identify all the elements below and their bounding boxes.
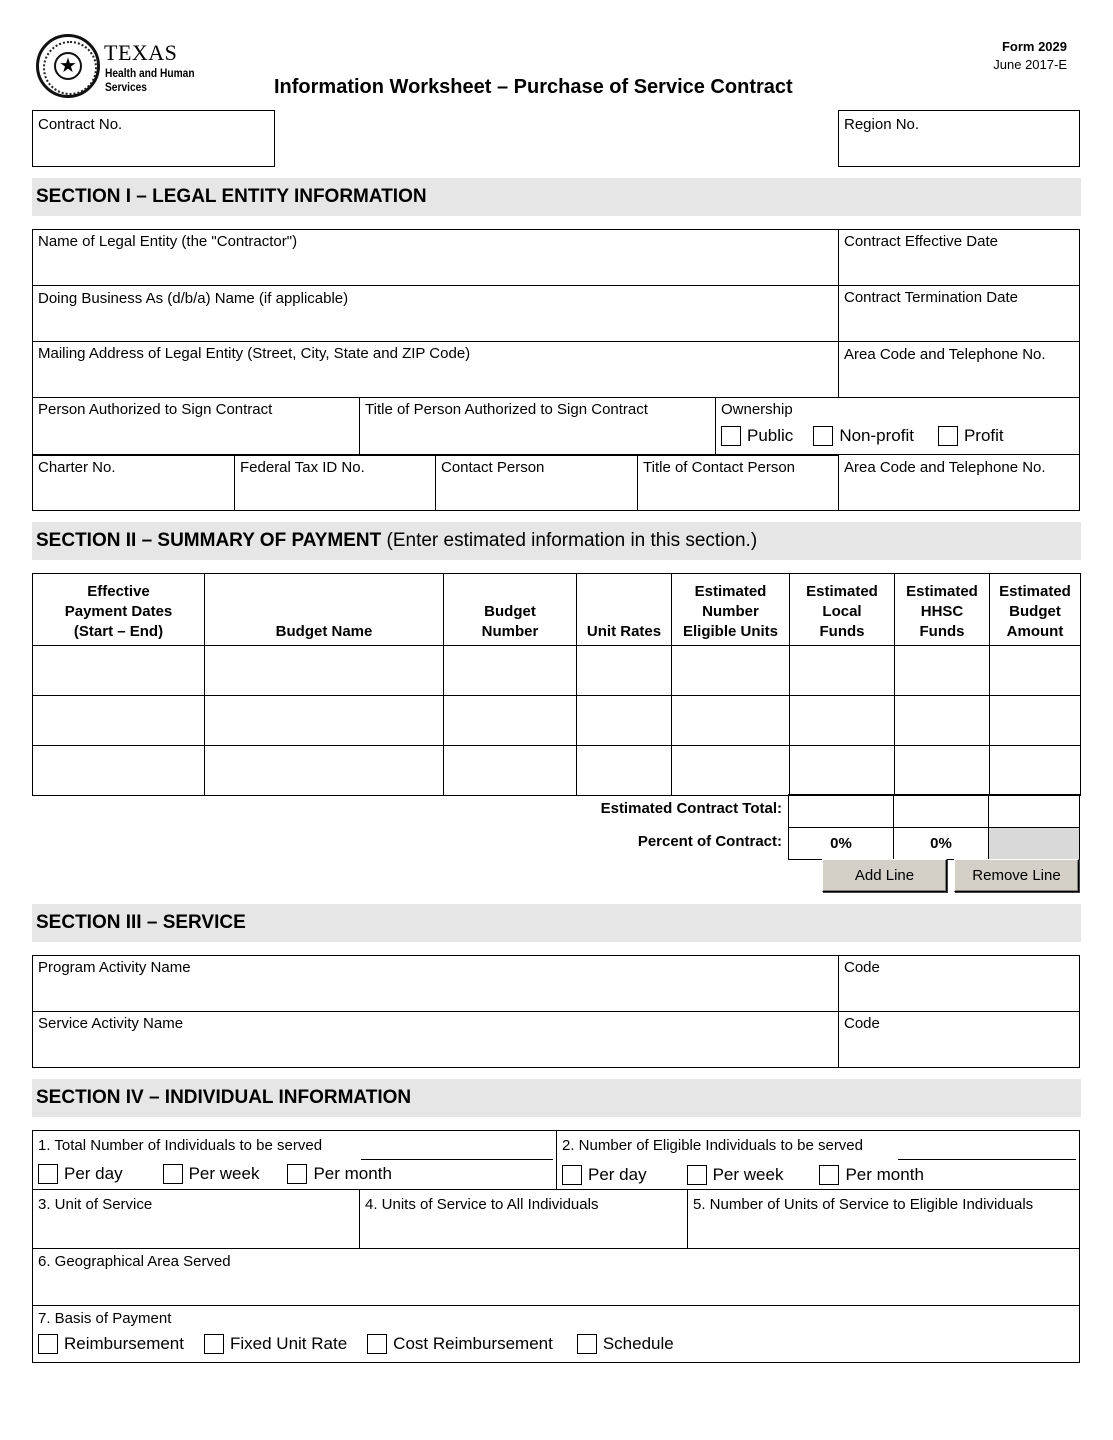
phone-field-1[interactable] [838, 341, 1080, 398]
q1-per-month-option[interactable]: Per month [287, 1164, 391, 1184]
ownership-nonprofit-option[interactable]: Non-profit [813, 426, 914, 446]
table-cell[interactable] [444, 696, 577, 746]
contract-no-label: Contract No. [38, 116, 123, 133]
table-cell[interactable] [895, 646, 990, 696]
q1-frequency-options [38, 1164, 392, 1184]
phone-label-1: Area Code and Telephone No. [844, 346, 1046, 363]
legal-entity-name-label: Name of Legal Entity (the "Contractor") [38, 233, 298, 250]
basis-schedule-option[interactable]: Schedule [577, 1334, 674, 1354]
service-activity-name-label: Service Activity Name [38, 1015, 184, 1032]
contract-total-label: Estimated Contract Total: [600, 800, 782, 817]
total-budget-amount[interactable] [988, 794, 1080, 828]
table-cell[interactable] [205, 696, 444, 746]
basis-options [38, 1334, 674, 1354]
remove-line-button[interactable]: Remove Line [954, 859, 1079, 892]
federal-tax-id-field[interactable] [234, 454, 436, 511]
ownership-profit-option[interactable]: Profit [938, 426, 1004, 446]
q1-per-week-checkbox[interactable] [163, 1164, 183, 1184]
table-row [33, 646, 1081, 696]
basis-fixed-unit-rate-option[interactable]: Fixed Unit Rate [204, 1334, 347, 1354]
texas-hhs-logo [36, 34, 216, 100]
q2-label: 2. Number of Eligible Individuals to be served [562, 1137, 863, 1154]
texas-star-seal-icon: ★ [36, 34, 100, 98]
q7-label: 7. Basis of Payment [38, 1310, 172, 1327]
table-cell[interactable] [205, 746, 444, 796]
contract-effective-date-field[interactable] [838, 229, 1080, 286]
payment-table [32, 573, 1081, 796]
ownership-options [721, 426, 1004, 446]
cost-reimbursement-checkbox[interactable] [367, 1334, 387, 1354]
table-cell[interactable] [672, 646, 790, 696]
person-authorized-field[interactable] [32, 397, 360, 455]
table-cell[interactable] [577, 746, 672, 796]
legal-entity-name-field[interactable] [32, 229, 839, 286]
q4-label: 4. Units of Service to All Individuals [365, 1196, 599, 1213]
col-effective-dates: Effective Payment Dates (Start – End) [33, 574, 205, 646]
page-title: Information Worksheet – Purchase of Service Contract [274, 76, 793, 98]
table-cell[interactable] [33, 696, 205, 746]
percent-budget-disabled [988, 827, 1080, 860]
col-budget-number: Budget Number [444, 574, 577, 646]
table-cell[interactable] [990, 646, 1081, 696]
title-person-authorized-field[interactable] [359, 397, 716, 455]
section2-subtitle: (Enter estimated information in this section.) [386, 530, 758, 551]
q1-per-day-checkbox[interactable] [38, 1164, 58, 1184]
q7-basis-of-payment-group [32, 1305, 1080, 1363]
reimbursement-checkbox[interactable] [38, 1334, 58, 1354]
table-cell[interactable] [895, 746, 990, 796]
person-authorized-label: Person Authorized to Sign Contract [38, 401, 273, 418]
table-cell[interactable] [577, 646, 672, 696]
table-cell[interactable] [790, 646, 895, 696]
table-row [33, 746, 1081, 796]
total-hhsc-funds[interactable] [893, 794, 989, 828]
service-code-label: Code [844, 1015, 880, 1032]
logo-hhs-text: Health and Human Services [105, 66, 195, 94]
table-row [33, 696, 1081, 746]
table-cell[interactable] [990, 746, 1081, 796]
schedule-checkbox[interactable] [577, 1334, 597, 1354]
table-cell[interactable] [672, 696, 790, 746]
q2-per-month-checkbox[interactable] [819, 1165, 839, 1185]
contract-effective-date-label: Contract Effective Date [844, 233, 998, 250]
nonprofit-checkbox[interactable] [813, 426, 833, 446]
table-cell[interactable] [33, 646, 205, 696]
total-local-funds[interactable] [788, 794, 894, 828]
col-unit-rates: Unit Rates [577, 574, 672, 646]
table-cell[interactable] [672, 746, 790, 796]
col-eligible-units: Estimated Number Eligible Units [672, 574, 790, 646]
table-cell[interactable] [790, 696, 895, 746]
service-activity-name-field[interactable] [32, 1011, 839, 1068]
fixed-unit-rate-checkbox[interactable] [204, 1334, 224, 1354]
percent-contract-label: Percent of Contract: [637, 833, 782, 850]
service-code-field[interactable] [838, 1011, 1080, 1068]
col-budget-amount: Estimated Budget Amount [990, 574, 1081, 646]
region-no-field[interactable] [838, 110, 1080, 167]
q2-per-week-checkbox[interactable] [687, 1165, 707, 1185]
federal-tax-id-label: Federal Tax ID No. [240, 459, 365, 476]
section3-header: SECTION III – SERVICE [32, 904, 1081, 942]
q1-group [32, 1130, 557, 1190]
ownership-label: Ownership [721, 401, 793, 418]
mailing-address-field[interactable] [32, 341, 839, 398]
table-cell[interactable] [895, 696, 990, 746]
logo-texas-text: TEXAS [104, 40, 178, 65]
contract-no-field[interactable] [32, 110, 275, 167]
section1-header: SECTION I – LEGAL ENTITY INFORMATION [32, 178, 1081, 216]
table-cell[interactable] [990, 696, 1081, 746]
title-person-authorized-label: Title of Person Authorized to Sign Contract [365, 401, 648, 418]
q1-per-month-checkbox[interactable] [287, 1164, 307, 1184]
ownership-group [715, 397, 1080, 455]
add-line-button[interactable]: Add Line [822, 859, 947, 892]
table-cell[interactable] [205, 646, 444, 696]
col-budget-name: Budget Name [205, 574, 444, 646]
q2-group [556, 1130, 1080, 1190]
q2-per-day-option[interactable]: Per day [562, 1165, 647, 1185]
section2-header: SECTION II – SUMMARY OF PAYMENT (Enter estimated information in this section.) [32, 522, 1081, 560]
public-checkbox[interactable] [721, 426, 741, 446]
title-contact-person-field[interactable] [637, 454, 839, 511]
table-cell[interactable] [577, 696, 672, 746]
section4-header: SECTION IV – INDIVIDUAL INFORMATION [32, 1079, 1081, 1117]
table-cell[interactable] [33, 746, 205, 796]
ownership-public-option[interactable]: Public [721, 426, 793, 446]
charter-no-field[interactable] [32, 454, 235, 511]
q1-input[interactable] [361, 1143, 553, 1160]
dba-name-label: Doing Business As (d/b/a) Name (if applicable) [38, 290, 349, 307]
q3-label: 3. Unit of Service [38, 1196, 153, 1213]
q2-per-week-option[interactable]: Per week [687, 1165, 784, 1185]
contract-termination-date-label: Contract Termination Date [844, 289, 1018, 306]
col-local-funds: Estimated Local Funds [790, 574, 895, 646]
program-code-field[interactable] [838, 955, 1080, 1012]
program-code-label: Code [844, 959, 880, 976]
dba-name-field[interactable] [32, 285, 839, 342]
q5-label: 5. Number of Units of Service to Eligible Individuals [693, 1196, 1034, 1213]
q2-per-day-checkbox[interactable] [562, 1165, 582, 1185]
col-hhsc-funds: Estimated HHSC Funds [895, 574, 990, 646]
program-activity-name-label: Program Activity Name [38, 959, 191, 976]
q2-frequency-options [562, 1165, 924, 1185]
profit-checkbox[interactable] [938, 426, 958, 446]
q6-label: 6. Geographical Area Served [38, 1253, 231, 1270]
table-cell[interactable] [444, 746, 577, 796]
contact-person-field[interactable] [435, 454, 638, 511]
form-number: Form 2029 [1001, 39, 1067, 54]
q1-label: 1. Total Number of Individuals to be served [38, 1137, 323, 1154]
percent-hhsc-funds: 0% [893, 827, 989, 860]
percent-local-funds: 0% [788, 827, 894, 860]
title-contact-person-label: Title of Contact Person [643, 459, 796, 476]
contact-person-label: Contact Person [441, 459, 545, 476]
charter-no-label: Charter No. [38, 459, 116, 476]
region-no-label: Region No. [844, 116, 920, 133]
phone-label-2: Area Code and Telephone No. [844, 459, 1046, 476]
mailing-address-label: Mailing Address of Legal Entity (Street, City, State and ZIP Code) [38, 345, 471, 362]
basis-cost-reimbursement-option[interactable]: Cost Reimbursement [367, 1334, 553, 1354]
program-activity-name-field[interactable] [32, 955, 839, 1012]
q6-geographical-area-field[interactable] [32, 1248, 1080, 1306]
form-date: June 2017-E [993, 57, 1067, 72]
q1-per-week-option[interactable]: Per week [163, 1164, 260, 1184]
q3-unit-of-service-field[interactable] [32, 1189, 360, 1249]
basis-reimbursement-option[interactable]: Reimbursement [38, 1334, 184, 1354]
contract-termination-date-field[interactable] [838, 285, 1080, 342]
q2-per-month-option[interactable]: Per month [819, 1165, 923, 1185]
table-cell[interactable] [444, 646, 577, 696]
phone-field-2[interactable] [838, 454, 1080, 511]
q1-per-day-option[interactable]: Per day [38, 1164, 123, 1184]
table-cell[interactable] [790, 746, 895, 796]
q2-input[interactable] [898, 1143, 1076, 1160]
q4-units-all-field[interactable] [359, 1189, 688, 1249]
q5-units-eligible-field[interactable] [687, 1189, 1080, 1249]
